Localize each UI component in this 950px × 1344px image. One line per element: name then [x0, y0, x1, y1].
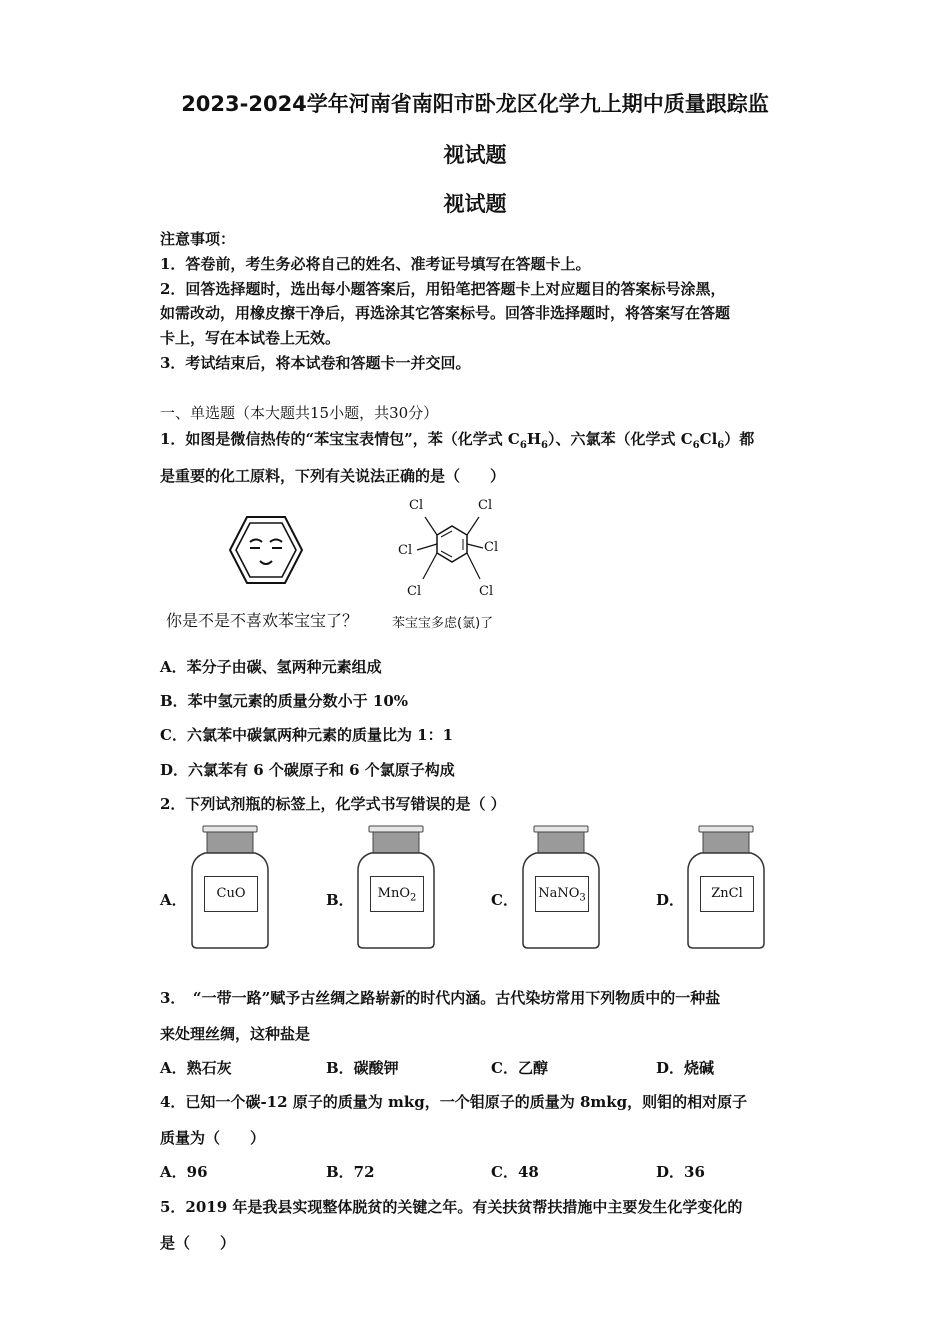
bottle-label: MnO$_2$ — [370, 876, 424, 912]
cl-label-top-right: Cl — [478, 498, 493, 513]
exam-title-line2: 视试题 — [443, 143, 507, 167]
q4-stem-cont: 质量为（ ） — [160, 1129, 266, 1147]
q3-stem-cont: 来处理丝绸，这种盐是 — [160, 1025, 311, 1043]
cl-label-bottom-left: Cl — [407, 584, 422, 599]
q3-option-b: B．碳酸钾 — [326, 1059, 399, 1077]
reagent-bottle-a — [191, 825, 269, 949]
q3-option-c: C．乙醇 — [491, 1059, 548, 1077]
q1-option-c: C．六氯苯中碳氯两种元素的质量比为 1：1 — [160, 726, 454, 744]
q2-option-b-letter: B． — [326, 891, 354, 909]
reagent-bottle-c — [522, 825, 600, 949]
q4-stem: 4．已知一个碳-12 原子的质量为 mkg，一个钼原子的质量为 8mkg，则钼的相对原子 — [160, 1093, 748, 1111]
cl-label-top-left: Cl — [409, 498, 424, 513]
notice-item-2: 2．回答选择题时，选出每小题答案后，用铅笔把答题卡上对应题目的答案标号涂黑， — [160, 280, 726, 298]
q4-option-c: C．48 — [491, 1163, 539, 1181]
q5-stem-cont: 是（ ） — [160, 1234, 236, 1252]
q4-option-a: A．96 — [160, 1163, 208, 1181]
notice-item-2-end: 卡上，写在本试卷上无效。 — [160, 329, 341, 347]
notice-item-1: 1．答卷前，考生务必将自己的姓名、准考证号填写在答题卡上。 — [160, 255, 591, 273]
q1-option-d: D．六氯苯有 6 个碳原子和 6 个氯原子构成 — [160, 761, 455, 779]
benzene-caption-right: 苯宝宝多虑(氯)了 — [392, 616, 494, 631]
q4-option-b: B．72 — [326, 1163, 375, 1181]
notice-item-3: 3．考试结束后，将本试卷和答题卡一并交回。 — [160, 354, 471, 372]
notice-item-2-cont: 如需改动，用橡皮擦干净后，再选涂其它答案标号。回答非选择题时，将答案写在答题 — [160, 304, 731, 322]
q1-stem-cont: 是重要的化工原料，下列有关说法正确的是（ ） — [160, 467, 506, 485]
q2-option-a-letter: A． — [160, 891, 187, 909]
q2-option-c-letter: C． — [491, 891, 518, 909]
bottle-label: NaNO$_3$ — [535, 876, 589, 912]
bottle-label: ZnCl — [700, 876, 754, 912]
q2-option-d-letter: D． — [656, 891, 685, 909]
exam-title-line1: 2023-2024学年河南省南阳市卧龙区化学九上期中质量跟踪监 — [181, 92, 769, 116]
reagent-bottle-d — [687, 825, 765, 949]
q5-stem: 5．2019 年是我县实现整体脱贫的关键之年。有关扶贫帮扶措施中主要发生化学变化的 — [160, 1198, 743, 1216]
q3-option-a: A．熟石灰 — [160, 1059, 232, 1077]
cl-label-left: Cl — [398, 543, 413, 558]
exam-title-line3: 视试题 — [443, 192, 507, 216]
notice-heading: 注意事项： — [160, 230, 236, 248]
reagent-bottle-b — [357, 825, 435, 949]
q3-option-d: D．烧碱 — [656, 1059, 715, 1077]
q3-stem: 3． “一带一路”赋予古丝绸之路崭新的时代内涵。古代染坊常用下列物质中的一种盐 — [160, 989, 721, 1007]
q2-stem: 2．下列试剂瓶的标签上，化学式书写错误的是（ ） — [160, 795, 506, 813]
q1-option-a: A．苯分子由碳、氢两种元素组成 — [160, 658, 382, 676]
cl-label-bottom-right: Cl — [479, 584, 494, 599]
benzene-caption-left: 你是不是不喜欢苯宝宝了？ — [166, 611, 359, 630]
q1-stem: 1．如图是微信热传的“苯宝宝表情包”，苯（化学式 $C_6H_6$）、六氯苯（化学式 $C_6Cl_6$）都 — [160, 430, 755, 451]
benzene-face-figure — [228, 515, 304, 585]
q1-option-b: B．苯中氢元素的质量分数小于 10% — [160, 692, 409, 710]
q4-option-d: D．36 — [656, 1163, 705, 1181]
cl-label-right: Cl — [484, 540, 499, 555]
bottle-label: CuO — [204, 876, 258, 912]
section-heading: 一、单选题（本大题共15小题，共30分） — [160, 404, 439, 422]
